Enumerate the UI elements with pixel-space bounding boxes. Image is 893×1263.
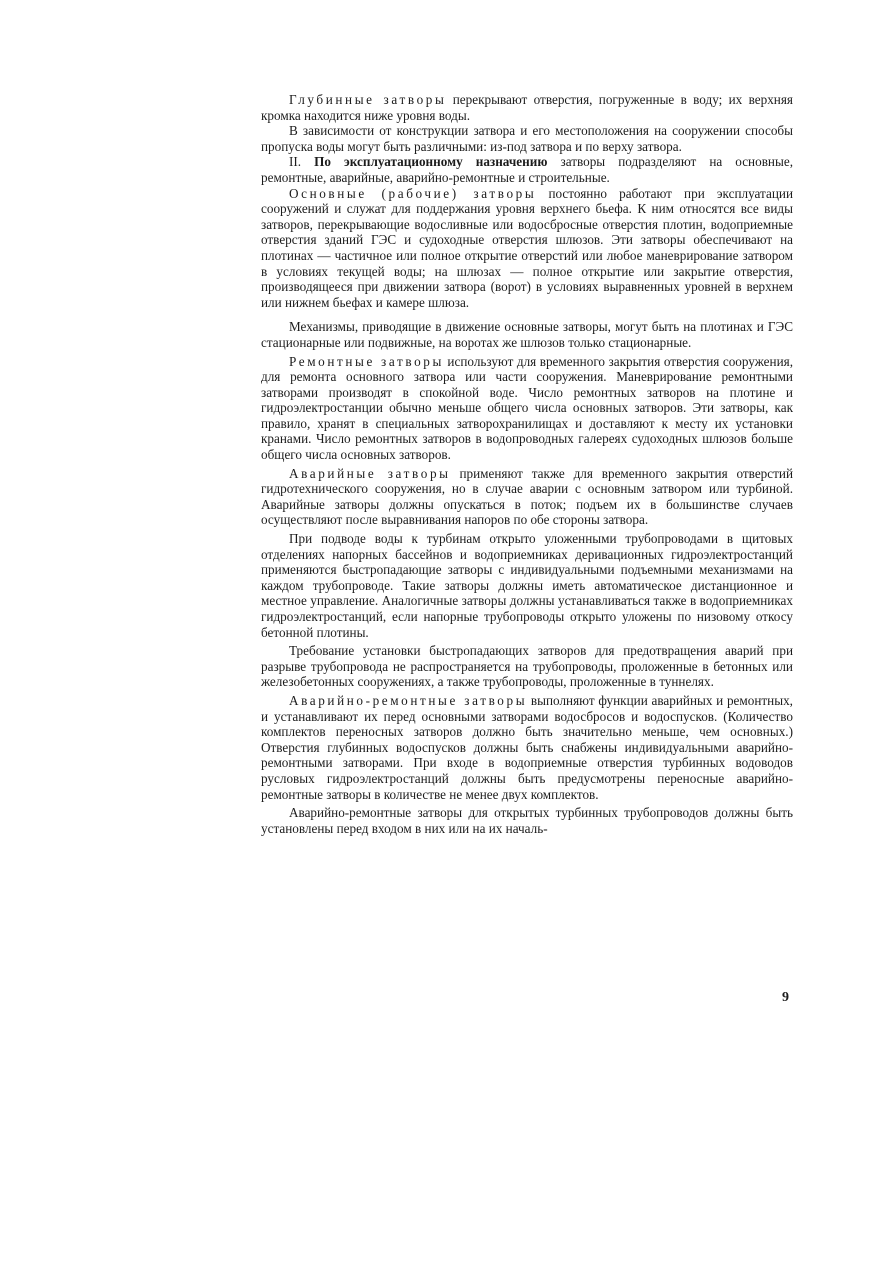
paragraph-text: перекрывают отверстия, погруженные в воду; их верхняя кромка находится ниже уровня воды.: [261, 92, 793, 123]
paragraph-text: При подводе воды к турбинам открыто уложенными трубопроводами в щитовых отделениях напорных бассейнов и водоприемниках деривационных гидроэлектростанций применяются быстропадающие затворы с индивидуальными подъемными механизмами на каждом трубопроводе. Такие затворы должны иметь автоматическое дистанционное и местное управление. Аналогичные затворы должны устанавливаться также в водоприемниках гидроэлектростанций, если напорные трубопроводы открыто уложены по низовому откосу бетонной плотины.: [261, 531, 793, 640]
paragraph-emergency-gates: [261, 466, 793, 528]
paragraph-fast-gates: [261, 531, 793, 640]
paragraph-text: используют для временного закрытия отверстия сооружения, для ремонта основного затвора или части сооружения. Маневрирование ремонтными затворами производят в спокойной воде. Число ремонтных затворов на плотине и гидроэлектростанции обычно меньше общего числа основных затворов. Эти затворы, как правило, хранят в специальных затворохранилищах и доставляют к месту их установки кранами. Число ремонтных затворов в водопроводных галереях судоходных шлюзов больше общего числа основных затворов.: [261, 353, 793, 463]
paragraph-emergency-repair-gates: [261, 693, 793, 802]
paragraph-water-passage: [261, 123, 793, 154]
paragraph-text: постоянно работают при эксплуатации сооружений и служат для поддержания уровня верхнего бьефа. К ним относятся все виды затворов, перекрывающие водосливные или водосбросные отверстия плотин, водоприемные отверстия зданий ГЭС и судоходные отверстия шлюзов. Эти затворы обеспечивают на плотинах — частичное или полное открытие отверстий или любое маневрирование затвором в условиях текущей воды; на шлюзах — полное открытие или закрытие отверстия, производящееся при движении затвора (ворот) в условиях выравненных уровней в верхнем или нижнем бьефах и камере шлюза.: [261, 185, 794, 310]
paragraph-text: применяют также для временного закрытия отверстий гидротехнического сооружения, но в случае аварии с основным затвором или турбиной. Аварийные затворы должны опускаться в поток; подъем их в большинстве случаев осуществляют после выравнивания напоров по обе стороны затвора.: [261, 465, 793, 528]
section-number: II.: [289, 154, 315, 170]
paragraph-mechanisms: [261, 319, 793, 350]
term-repair-gates: Ремонтные затворы: [289, 353, 444, 369]
paragraph-classification: [261, 154, 793, 185]
page-number: 9: [782, 990, 789, 1005]
paragraph-text: Аварийно-ремонтные затворы для открытых турбинных трубопроводов должны быть установлены перед входом в них или на их началь-: [261, 805, 793, 836]
term-main-gates: Основные (рабочие) затворы: [289, 185, 537, 201]
paragraph-requirement: [261, 643, 793, 690]
paragraph-text: Механизмы, приводящие в движение основные затворы, могут быть на плотинах и ГЭС стационарные или подвижные, на воротах же шлюзов только стационарные.: [261, 319, 793, 350]
section-heading: По эксплуатационному назначению: [314, 154, 548, 170]
term-emergency-gates: Аварийные затворы: [289, 465, 451, 481]
paragraph-text: затворы подразделяют на основные, ремонтные, аварийные, аварийно-ремонтные и строительные.: [261, 154, 793, 185]
paragraph-text: В зависимости от конструкции затвора и его местоположения на сооружении способы пропуска воды могут быть различными: из-под затвора и по верху затвора.: [261, 123, 793, 154]
paragraph-deep-gates: [261, 92, 793, 123]
paragraph-text: Требование установки быстропадающих затворов для предотвращения аварий при разрыве трубопровода не распространяется на трубопроводы, проложенные в бетонных или железобетонных сооружениях, а также трубопроводы, проложенные в туннелях.: [261, 643, 793, 690]
term-deep-gates: Глубинные затворы: [289, 92, 447, 107]
paragraph-text: выполняют функции аварийных и ремонтных, и устанавливают их перед основными затворами водосбросов и водоспусков. (Количество комплектов переносных затворов должно быть значительно меньше, чем основных.) Отверстия глубинных водоспусков должны быть снабжены индивидуальными аварийно-ремонтными затворами. При входе в водоприемные отверстия турбинных водоводов русловых гидроэлектростанций должны быть предусмотрены переносные аварийно-ремонтные затворы в количестве не менее двух комплектов.: [261, 692, 793, 802]
paragraph-repair-gates: [261, 354, 793, 463]
term-emergency-repair-gates: Аварийно-ремонтные затворы: [289, 692, 528, 708]
paragraph-main-gates: [261, 186, 793, 311]
paragraph-open-pipelines: [261, 805, 793, 836]
text-column: [261, 92, 793, 836]
